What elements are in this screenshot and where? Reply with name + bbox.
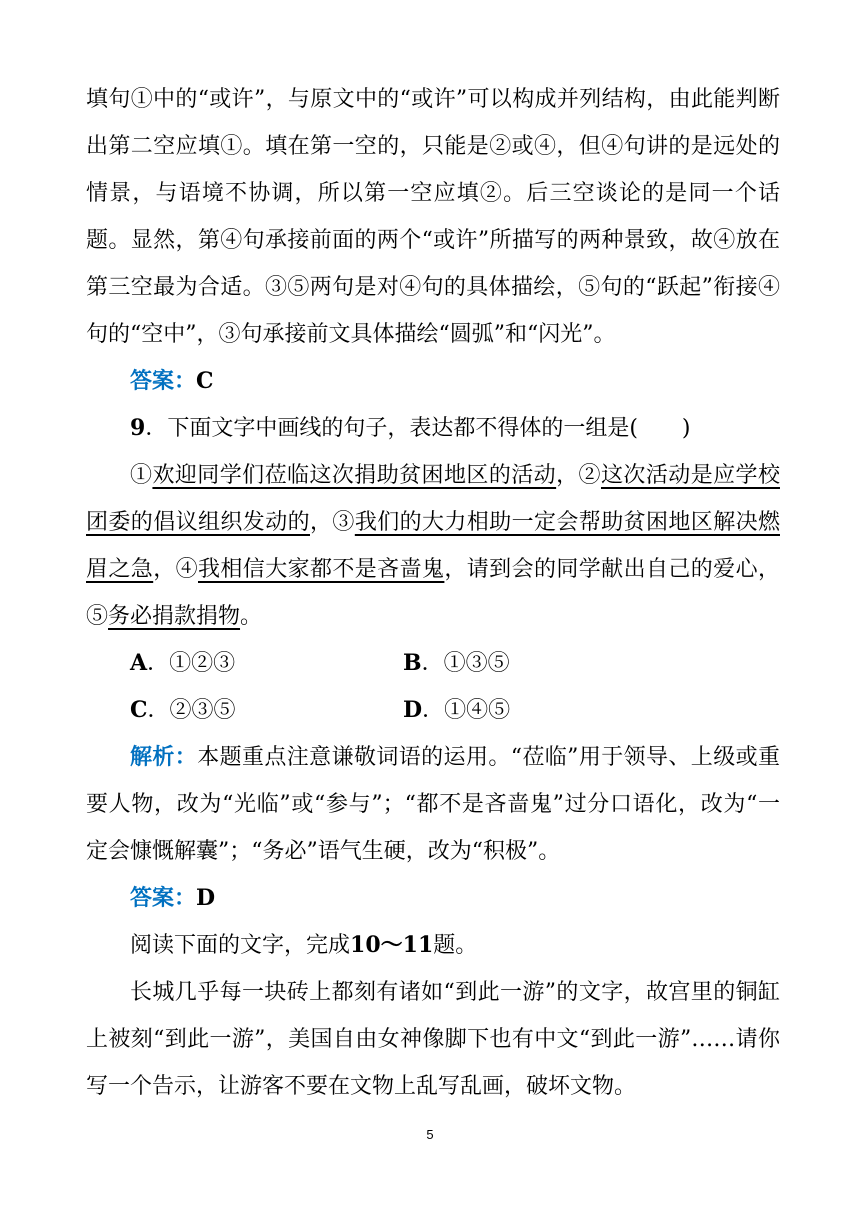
underlined-sentence: 这次活动是应学校团委的倡议组织发动的 xyxy=(86,463,780,535)
option-d xyxy=(403,687,676,734)
option-letter: A xyxy=(130,650,148,676)
option-letter: D xyxy=(403,697,423,723)
underlined-sentence: 务必捐款捐物 xyxy=(108,604,241,629)
option-text: ①④⑤ xyxy=(444,698,511,723)
reading-passage-text: 长城几乎每一块砖上都刻有诸如“到此一游”的文字，故宫里的铜缸上被刻“到此一游”，美国自由女神像脚下也有中文“到此一游”……请你写一个告示，让游客不要在文物上乱写乱画，破坏文物。 xyxy=(86,980,780,1099)
analysis-text-q9: 本题重点注意谦敬词语的运用。“莅临”用于领导、上级或重要人物，改为“光临”或“参与”；“都不是吝啬鬼”过分口语化，改为“一定会慷慨解囊”；“务必”语气生硬，改为“积极”。 xyxy=(86,745,780,864)
option-separator: ． xyxy=(421,651,444,676)
question-range: 10～11 xyxy=(350,932,434,958)
underlined-sentence: 我相信大家都不是吝啬鬼 xyxy=(198,557,445,582)
underlined-sentence: 我们的大力相助一定会帮助贫困地区解决燃眉之急 xyxy=(86,510,780,582)
option-text: ②③⑤ xyxy=(169,698,236,723)
answer-line-q8 xyxy=(86,358,780,405)
reading-instruction-pre: 阅读下面的文字，完成 xyxy=(130,933,351,958)
page-content xyxy=(86,76,780,1110)
underlined-sentence: 欢迎同学们莅临这次捐助贫困地区的活动 xyxy=(152,463,557,488)
question-number-separator: ． xyxy=(145,416,168,441)
analysis-label: 解析： xyxy=(130,744,198,770)
option-letter: C xyxy=(130,697,148,723)
passage-text: ，② xyxy=(556,463,601,488)
question-9-passage xyxy=(86,452,780,640)
options-row-1 xyxy=(86,640,780,687)
reading-passage xyxy=(86,969,780,1110)
option-text: ①②③ xyxy=(169,651,236,676)
passage-text: ，请到会的同学献出自己的爱心，⑤ xyxy=(86,557,780,629)
answer-value: C xyxy=(196,368,214,394)
passage-text: ，③ xyxy=(310,510,355,535)
passage-text: ，④ xyxy=(153,557,198,582)
answer-line-q9 xyxy=(86,875,780,922)
option-c xyxy=(130,687,403,734)
option-text: ①③⑤ xyxy=(443,651,510,676)
option-b xyxy=(403,640,676,687)
option-separator: ． xyxy=(147,651,170,676)
options-row-2 xyxy=(86,687,780,734)
reading-instruction-post: 题。 xyxy=(433,933,478,958)
analysis-paragraph-q9 xyxy=(86,734,780,875)
answer-label: 答案： xyxy=(130,368,197,394)
question-9-stem xyxy=(86,405,780,452)
option-separator: ． xyxy=(422,698,445,723)
option-separator: ． xyxy=(147,698,170,723)
option-letter: B xyxy=(403,650,422,676)
answer-label: 答案： xyxy=(130,885,197,911)
analysis-paragraph-q8 xyxy=(86,76,780,358)
page-number: 5 xyxy=(426,1127,434,1142)
analysis-text-q8: 填句①中的“或许”，与原文中的“或许”可以构成并列结构，由此能判断出第二空应填①。填在第一空的，只能是②或④，但④句讲的是远处的情景，与语境不协调，所以第一空应填②。后三空谈论的是同一个话题。显然，第④句承接前面的两个“或许”所描写的两种景致，故④放在第三空最为合适。③⑤两句是对④句的具体描绘，⑤句的“跃起”衔接④句的“空中”，③句承接前文具体描绘“圆弧”和“闪光”。 xyxy=(86,87,780,347)
question-stem-text: 下面文字中画线的句子，表达都不得体的一组是( ) xyxy=(167,416,691,441)
answer-value: D xyxy=(196,885,216,911)
question-number: 9 xyxy=(130,415,146,441)
passage-text: 。 xyxy=(240,604,263,629)
reading-instruction xyxy=(86,922,780,969)
option-a xyxy=(130,640,403,687)
passage-text: ① xyxy=(130,463,153,488)
